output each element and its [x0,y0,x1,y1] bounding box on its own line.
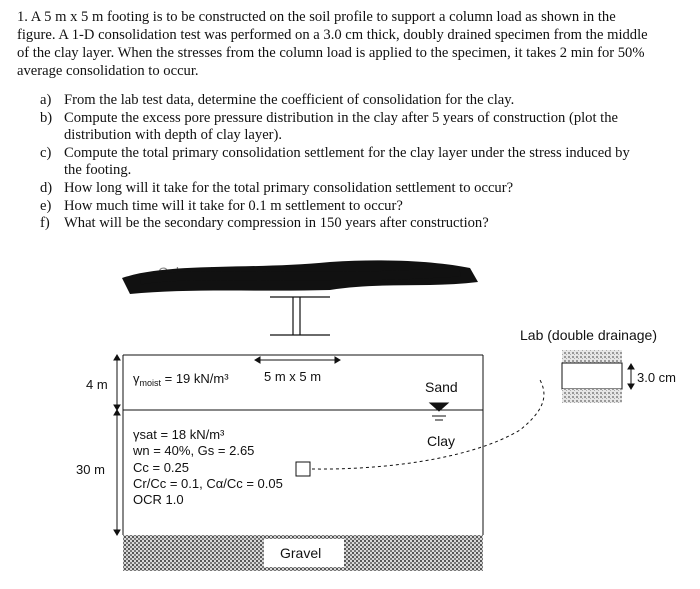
lab-label: Lab (double drainage) [520,327,657,343]
specimen-thickness-label: 3.0 cm [637,370,677,385]
question-label: c) [40,144,52,161]
sand-label: Sand [425,379,458,395]
footing [270,297,330,335]
question-text: From the lab test data, determine the coefficient of consolidation for the clay. [64,92,515,108]
problem-statement: 1. A 5 m x 5 m footing is to be constructed on the soil profile to support a column load as shown in the figure. A 1-D consolidation test was performed on a 3.0 cm thick, doubly drained specimen from the middle of the clay layer. When the stresses from the column load is applied to the specimen, it takes 2 min for 50% average consolidation to occur. [17,9,648,79]
porous-stone-bottom [562,389,622,403]
specimen-thickness-dimension [628,364,634,389]
scribble-stroke [140,272,460,280]
clay-label: Clay [427,433,456,449]
depth-dimensions [114,355,120,535]
clay-unit-weight: γsat = 18 kN/m³ [133,427,225,442]
question-text: What will be the secondary compression in 150 years after construction? [64,215,489,232]
question-text: Compute the total primary consolidation settlement for the clay layer under the stress induced by the footing. [64,144,630,179]
compression-index: Cc = 0.25 [133,459,190,475]
water-table-icon [430,403,448,420]
clay-water-content: wn = 40%, Gs = 2.65 [133,443,255,459]
porous-stone-top [562,350,622,364]
footing-size-label: 5 m x 5 m [264,369,322,384]
question-text: How much time will it take for 0.1 m settlement to occur? [64,197,403,214]
sand-unit-weight: $\gamma_{moist} = 19$ kN/m³ [133,371,229,388]
specimen-location-icon [296,462,310,476]
question-label: d) [40,179,53,196]
question-label: e) [40,197,52,214]
footing-width-dimension [255,357,340,363]
column-load-scribble [122,260,478,294]
sand-thickness-label: 4 m [86,377,108,392]
clay-thickness-label: 30 m [76,462,105,477]
question-label: f) [40,215,50,232]
gravel-label: Gravel [280,545,322,561]
lab-specimen [562,363,622,389]
question-text: How long will it take for the total primary consolidation settlement to occur? [64,179,514,196]
ocr-value: OCR 1.0 [133,492,184,508]
question-text: Compute the excess pore pressure distribution in the clay after 5 years of construction (plot the distribution with depth of clay layer). [64,109,618,144]
question-label: a) [40,92,52,108]
index-ratios: Cr/Cc = 0.1, Cα/Cc = 0.05 [133,475,283,491]
question-label: b) [40,109,53,126]
clay-properties [133,427,283,508]
